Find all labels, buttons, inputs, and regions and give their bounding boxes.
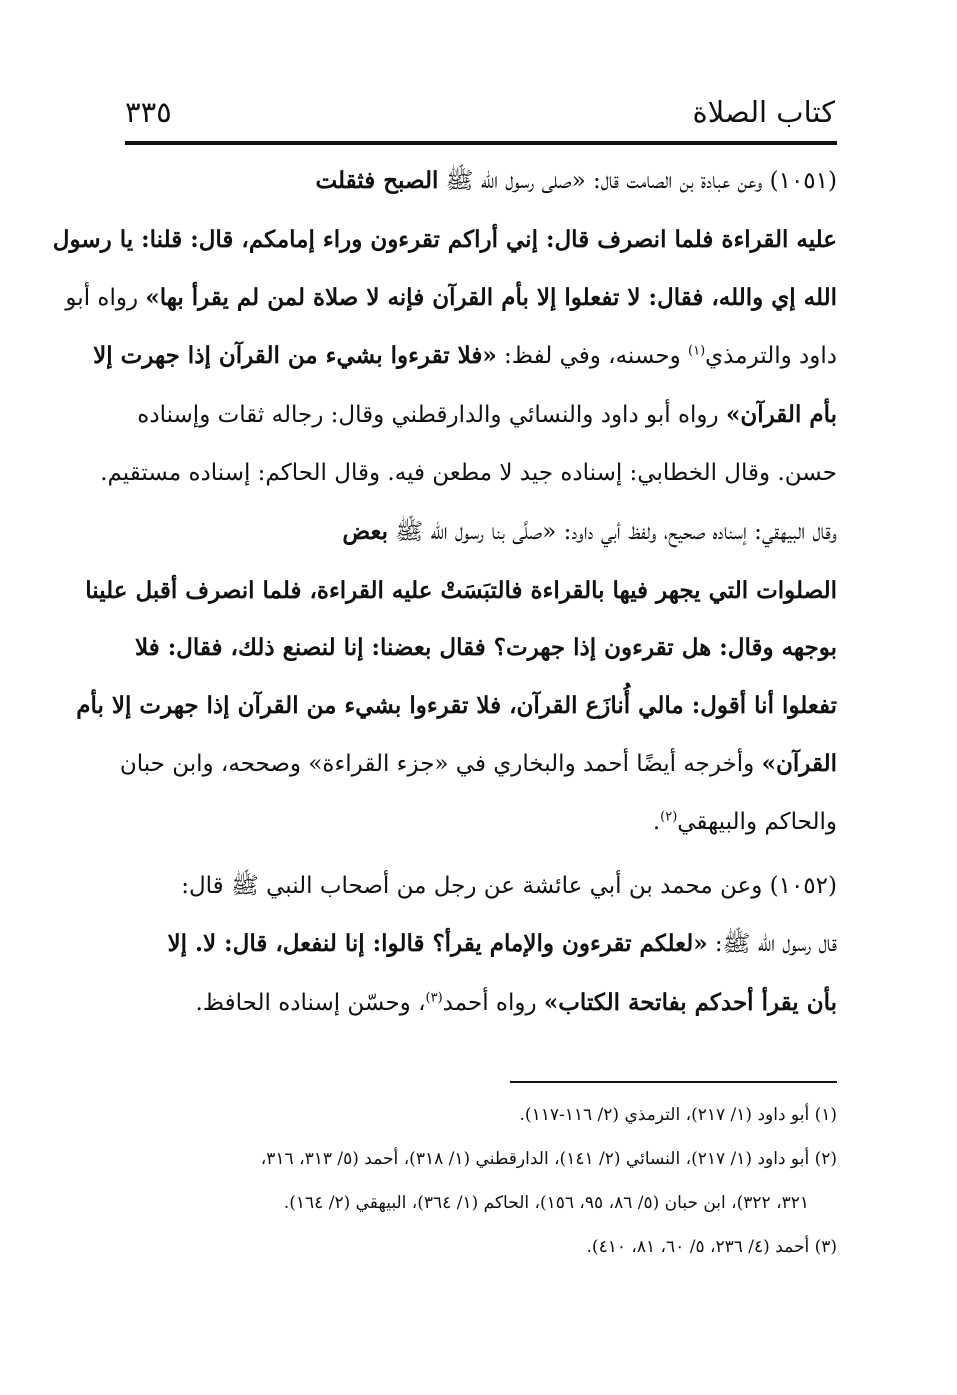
text-line: تفعلوا أنا أقول: مالي أُنازَع القرآن، فلا تقرءوا بشيء من القرآن إذا جهرت إلا بأم [76, 692, 837, 720]
text-line: حسن. وقال الخطابي: إسناده جيد لا مطعن فيه. وقال الحاكم: إسناده مستقيم. [100, 459, 837, 486]
hadith-1052 [125, 858, 837, 1033]
text-line [125, 974, 837, 1033]
text-run: رواه أبو [65, 284, 146, 311]
text-run: وأخرجه أيضًا أحمد والبخاري في «جزء القراءة» وصححه، وابن حبان [119, 750, 762, 777]
text-run-bold: بعض [342, 517, 389, 545]
footnote-3: (٣) أحمد (٤/ ٢٣٦، ٥/ ٦٠، ٨١، ٤١٠). [586, 1237, 837, 1257]
text-line [125, 386, 837, 445]
text-run: (١٠٥١) وعن عبادة بن الصامت قال: «صلى رسول الله ﷺ [438, 168, 837, 194]
footnotes [125, 1093, 837, 1269]
text-run-bold: «لعلكم تقرءون والإمام يقرأ؟ قالوا: إنا لنفعل، قال: لا. إلا [167, 930, 708, 958]
footnote-2-line-2: ٣٢١، ٣٢٢)، ابن حبان (٥/ ٨٦، ٩٥، ١٥٦)، الحاكم (١/ ٣٦٤)، البيهقي (٢/ ١٦٤). [283, 1193, 809, 1213]
footnote-ref[interactable]: (٢) [660, 809, 678, 825]
text-line: (١٠٥٢) وعن محمد بن أبي عائشة عن رجل من أصحاب النبي ﷺ قال: [181, 872, 837, 899]
text-run: . [652, 808, 661, 835]
text-line [125, 915, 837, 974]
book-title: كتاب الصلاة [692, 95, 835, 129]
footnote-1: (١) أبو داود (١/ ٢١٧)، الترمذي (٢/ ١١٦-١١٧). [519, 1105, 837, 1125]
text-line [125, 503, 837, 562]
text-run: ، وحسّن إسناده الحافظ. [195, 990, 426, 1017]
footnote-2-line-1: (٢) أبو داود (١/ ٢١٧)، النسائي (٢/ ١٤١)، الدارقطني (١/ ٣١٨)، أحمد (٥/ ٣١٣، ٣١٦، [260, 1149, 837, 1169]
text-line: عليه القراءة فلما انصرف قال: إني أراكم تقرءون وراء إمامكم، قال: قلنا: يا رسول [52, 225, 837, 253]
page-number: ٣٣٥ [125, 95, 172, 129]
text-run-bold: الله إي والله، فقال: لا تفعلوا إلا بأم القرآن فإنه لا صلاة لمن لم يقرأ بها» [145, 283, 837, 311]
text-run: والحاكم والبيهقي [677, 808, 837, 835]
text-run: رواه أحمد [442, 990, 544, 1017]
text-run: وقال البيهقي: إسناده صحيح، ولفظ أبي داود: «صلَّى بنا رسول الله ﷺ [388, 518, 837, 545]
text-run-bold: بأم القرآن» [725, 401, 837, 429]
text-line [65, 269, 837, 328]
text-run: رواه أبو داود والنسائي والدارقطني وقال: رجاله ثقات وإسناده [137, 402, 726, 429]
main-text [52, 152, 837, 1033]
text-run: داود والترمذي [705, 343, 837, 370]
footnote-ref[interactable]: (١) [688, 343, 706, 359]
footnote-divider [510, 1081, 837, 1083]
text-line: بوجهه وقال: هل تقرءون إذا جهرت؟ فقال بعضنا: إنا لنصنع ذلك، فقال: فلا [134, 634, 837, 662]
header-divider [125, 141, 837, 145]
text-line: الصلوات التي يجهر فيها بالقراءة فالتبَسَتْ عليه القراءة، فلما انصرف أقبل علينا [85, 576, 837, 604]
text-line [125, 794, 837, 852]
text-line [93, 327, 837, 386]
text-run-bold: القرآن» [761, 749, 837, 777]
text-run-bold: الصبح فثقلت [315, 167, 439, 194]
text-line [125, 152, 837, 211]
page-header [125, 82, 835, 142]
hadith-1051 [52, 152, 837, 852]
text-run: وحسنه، وفي لفظ: [496, 343, 689, 370]
text-run-bold: «فلا تقرءوا بشيء من القرآن إذا جهرت إلا [93, 342, 497, 370]
text-line [119, 735, 837, 794]
footnote-ref[interactable]: (٣) [425, 990, 443, 1006]
text-run-bold: بأن يقرأ أحدكم بفاتحة الكتاب» [543, 989, 837, 1017]
text-run: قال رسول الله ﷺ: [707, 931, 837, 958]
